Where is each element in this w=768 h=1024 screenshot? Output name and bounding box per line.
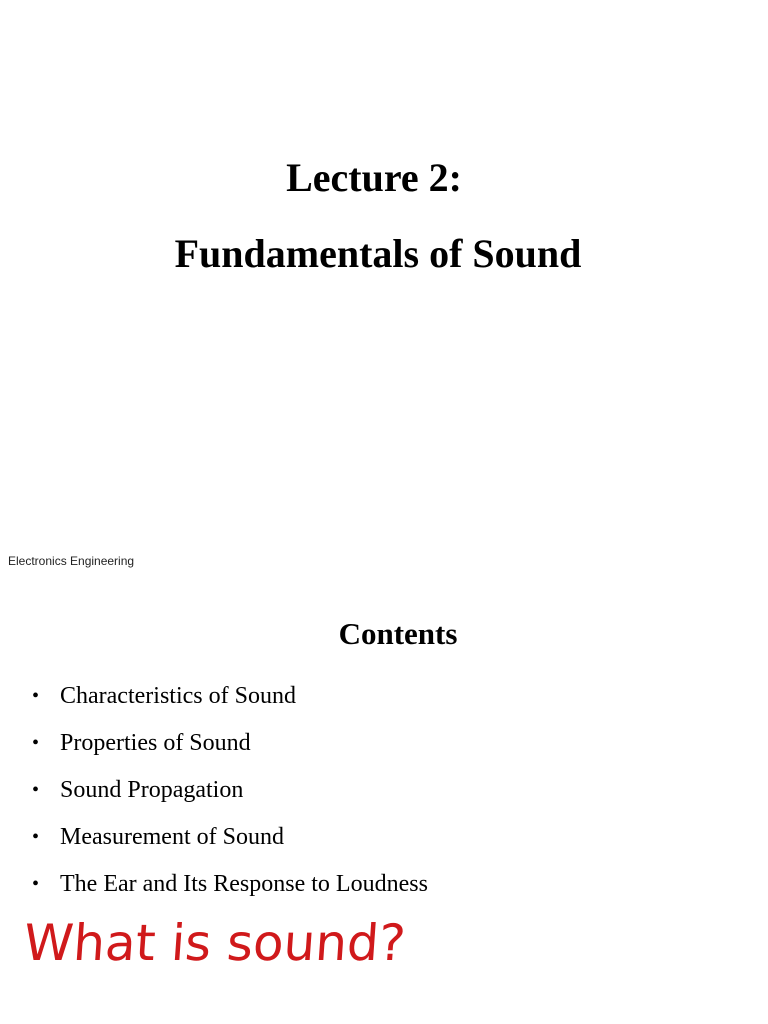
lecture-number-title: Lecture 2: (286, 155, 462, 200)
bullet-icon: • (32, 826, 40, 848)
list-item-text: The Ear and Its Response to Loudness (60, 871, 428, 897)
list-item-text: Properties of Sound (60, 730, 251, 756)
list-item (32, 679, 428, 726)
bullet-icon: • (32, 732, 40, 754)
lecture-topic-title: Fundamentals of Sound (174, 231, 582, 276)
list-item (32, 726, 428, 773)
list-item (32, 773, 428, 820)
bullet-icon: • (32, 685, 40, 707)
bullet-icon: • (32, 873, 40, 895)
bullet-icon: • (32, 779, 40, 801)
list-item-text: Sound Propagation (60, 777, 244, 803)
list-item-text: Characteristics of Sound (60, 683, 296, 709)
contents-heading: Contents (338, 616, 458, 651)
contents-list (32, 679, 428, 914)
list-item (32, 820, 428, 867)
list-item-text: Measurement of Sound (60, 824, 284, 850)
footer-course-label: Electronics Engineering (8, 554, 135, 568)
handwritten-annotation: What is sound? (21, 914, 408, 972)
list-item (32, 867, 428, 914)
